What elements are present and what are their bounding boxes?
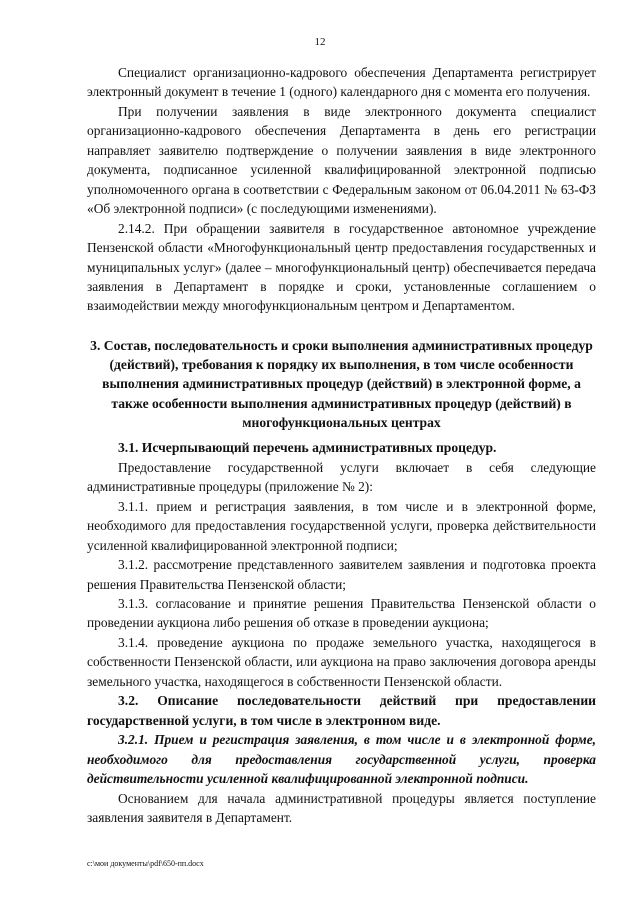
list-item: 3.1.4. проведение аукциона по продаже земельного участка, находящегося в собственности Пензенской области, или аукциона на право заключения договора аренды земельного участка, находящегося в собственности Пензенской области. [87, 634, 596, 689]
list-item: 3.1.2. рассмотрение представленного заявителем заявления и подготовка проекта решения Правительства Пензенской области; [87, 557, 596, 592]
footer-file-path: c:\мои документы\pdf\650-пп.docx [87, 859, 204, 868]
paragraph: 2.14.2. При обращении заявителя в государственное автономное учреждение Пензенской области «Многофункциональный центр предоставления государственных и муниципальных услуг» (далее – многофункциональный центр) обеспечивается передача заявления в Департамент в порядке и сроки, установленные соглашением о взаимодействии между многофункциональным центром и Департаментом. [87, 220, 596, 314]
subheading-3-2-1: 3.2.1. Прием и регистрация заявления, в том числе и в электронной форме, необходимого для предоставления государственной услуги, проверка действительности усиленной квалифицированной электронной подписи. [87, 732, 596, 787]
section-heading: 3. Состав, последовательность и сроки выполнения административных процедур (действий), требования к порядку их выполнения, в том числе особенности выполнения административных процедур (действий) в электронной форме, а также особенности выполнения административных процедур (действий) в многофункциональных центрах [90, 337, 593, 431]
page-number: 12 [314, 36, 326, 48]
paragraph: Основанием для начала административной процедуры является поступление заявления заявителя в Департамент. [87, 790, 596, 825]
subheading-3-2: 3.2. Описание последовательности действий при предоставлении государственной услуги, в том числе в электронном виде. [87, 693, 596, 728]
document-body [87, 63, 596, 827]
paragraph: Специалист организационно-кадрового обеспечения Департамента регистрирует электронный документ в течение 1 (одного) календарного дня с момента его получения. [87, 65, 596, 100]
list-item: 3.1.1. прием и регистрация заявления, в том числе и в электронной форме, необходимого для предоставления государственной услуги, проверка действительности усиленной квалифицированной электронной подписи; [87, 498, 596, 553]
paragraph: Предоставление государственной услуги включает в себя следующие административные процедуры (приложение № 2): [87, 459, 596, 495]
subheading-3-1: 3.1. Исчерпывающий перечень административных процедур. [118, 440, 497, 456]
paragraph: При получении заявления в виде электронного документа специалист организационно-кадрового обеспечения Департамента в день его регистрации направляет заявителю подтверждение о получении заявления в виде электронного документа, подписанное усиленной квалифицированной электронной подписью уполномоченного органа в соответствии с Федеральным законом от 06.04.2011 № 63-ФЗ «Об электронной подписи» (с последующими изменениями). [87, 103, 596, 217]
list-item: 3.1.3. согласование и принятие решения Правительства Пензенской области о проведении аукциона либо решения об отказе в проведении аукциона; [87, 596, 596, 631]
